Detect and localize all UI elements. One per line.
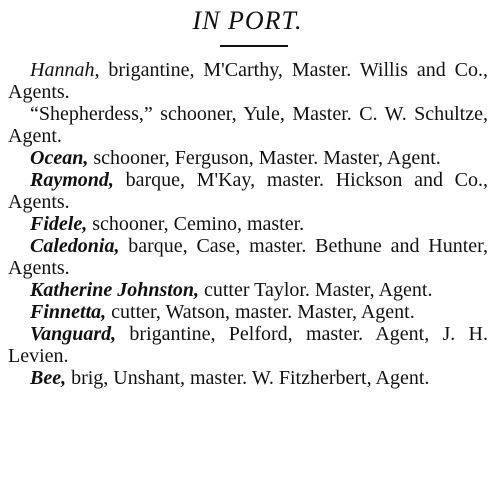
ship-name: Raymond, [30, 169, 114, 191]
ship-name: Vanguard, [30, 323, 117, 345]
ship-entry [8, 323, 488, 367]
ship-entry [8, 103, 488, 147]
ship-details: cutter Taylor. Master, Agent. [198, 279, 433, 301]
ship-entry [8, 301, 488, 323]
ship-details: schooner, Ferguson, Master. Master, Agent. [88, 147, 441, 169]
ship-details: barque, M'Kay, master. Hickson and Co., Agents. [8, 169, 488, 213]
ship-entry [8, 367, 488, 389]
ship-entry [8, 213, 488, 235]
ship-name: Bee, [30, 367, 67, 389]
ship-details: brigantine, M'Carthy, Master. Willis and Co., Agents. [8, 59, 488, 103]
ship-name: Fidele, [30, 213, 88, 235]
ship-details: brigantine, Pelford, master. Agent, J. H. Levien. [8, 323, 488, 367]
ship-entry [8, 279, 488, 301]
ship-details: brig, Unshant, master. W. Fitzherbert, Agent. [66, 367, 430, 389]
ship-entry [8, 169, 488, 213]
ship-name: Ocean, [30, 147, 89, 169]
ship-entry [8, 59, 488, 103]
ship-details: “Shepherdess,” schooner, Yule, Master. C. W. Schultze, Agent. [8, 103, 488, 147]
section-heading: IN PORT. [192, 6, 303, 35]
ship-list [8, 59, 488, 389]
ship-details: schooner, Cemino, master. [87, 213, 305, 235]
ship-name: Hannah, [30, 59, 100, 81]
ship-name: Caledonia, [30, 235, 120, 257]
ship-details: barque, Case, master. Bethune and Hunter, Agents. [8, 235, 488, 279]
ship-entry [8, 235, 488, 279]
ship-details: cutter, Watson, master. Master, Agent. [106, 301, 415, 323]
ship-name: Katherine Johnston, [30, 279, 199, 301]
ship-entry [8, 147, 488, 169]
ship-name: Finnetta, [30, 301, 107, 323]
heading-divider [220, 45, 288, 47]
